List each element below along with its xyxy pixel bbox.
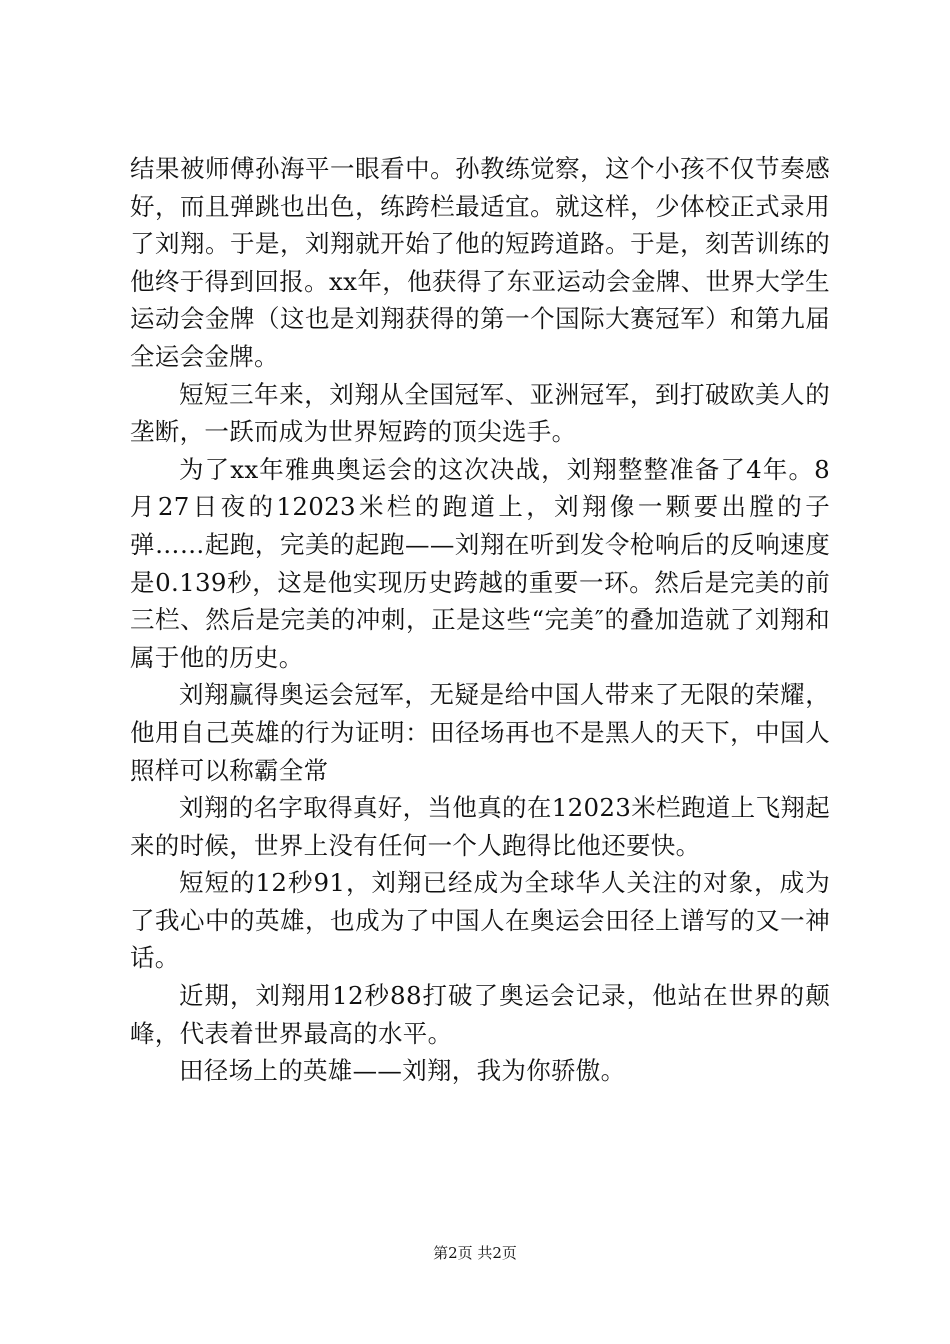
page-number-footer: 第2页 共2页 xyxy=(433,1244,517,1262)
paragraph-5: 刘翔的名字取得真好，当他真的在12023米栏跑道上飞翔起来的时候，世界上没有任何一个人跑得比他还要快。 xyxy=(130,793,830,860)
document-body xyxy=(130,150,830,1090)
paragraph-6: 短短的12秒91，刘翔已经成为全球华人关注的对象，成为了我心中的英雄，也成为了中国人在奥运会田径上谱写的又一神话。 xyxy=(130,868,830,973)
paragraph-4: 刘翔赢得奥运会冠军，无疑是给中国人带来了无限的荣耀，他用自己英雄的行为证明：田径场再也不是黑人的天下，中国人照样可以称霸全常 xyxy=(130,680,830,785)
paragraph-7: 近期，刘翔用12秒88打破了奥运会记录，他站在世界的颠峰，代表着世界最高的水平。 xyxy=(130,981,830,1048)
paragraph-8: 田径场上的英雄——刘翔，我为你骄傲。 xyxy=(179,1056,626,1086)
paragraph-2: 短短三年来，刘翔从全国冠军、亚洲冠军，到打破欧美人的垄断，一跃而成为世界短跨的顶尖选手。 xyxy=(130,379,830,447)
paragraph-1: 结果被师傅孙海平一眼看中。孙教练觉察，这个小孩不仅节奏感好，而且弹跳也出色，练跨栏最适宜。就这样，少体校正式录用了刘翔。于是，刘翔就开始了他的短跨道路。于是，刻苦训练的他终于得到回报。xx年，他获得了东亚运动会金牌、世界大学生运动会金牌（这也是刘翔获得的第一个国际大赛冠军）和第九届全运会金牌。 xyxy=(130,154,830,371)
paragraph-3: 为了xx年雅典奥运会的这次决战，刘翔整整准备了4年。8月27日夜的12023米栏的跑道上，刘翔像一颗要出膛的子弹……起跑，完美的起跑——刘翔在听到发令枪响后的反响速度是0.139秒，这是他实现历史跨越的重要一环。然后是完美的前三栏、然后是完美的冲刺，正是这些“完美″的叠加造就了刘翔和属于他的历史。 xyxy=(130,454,830,672)
